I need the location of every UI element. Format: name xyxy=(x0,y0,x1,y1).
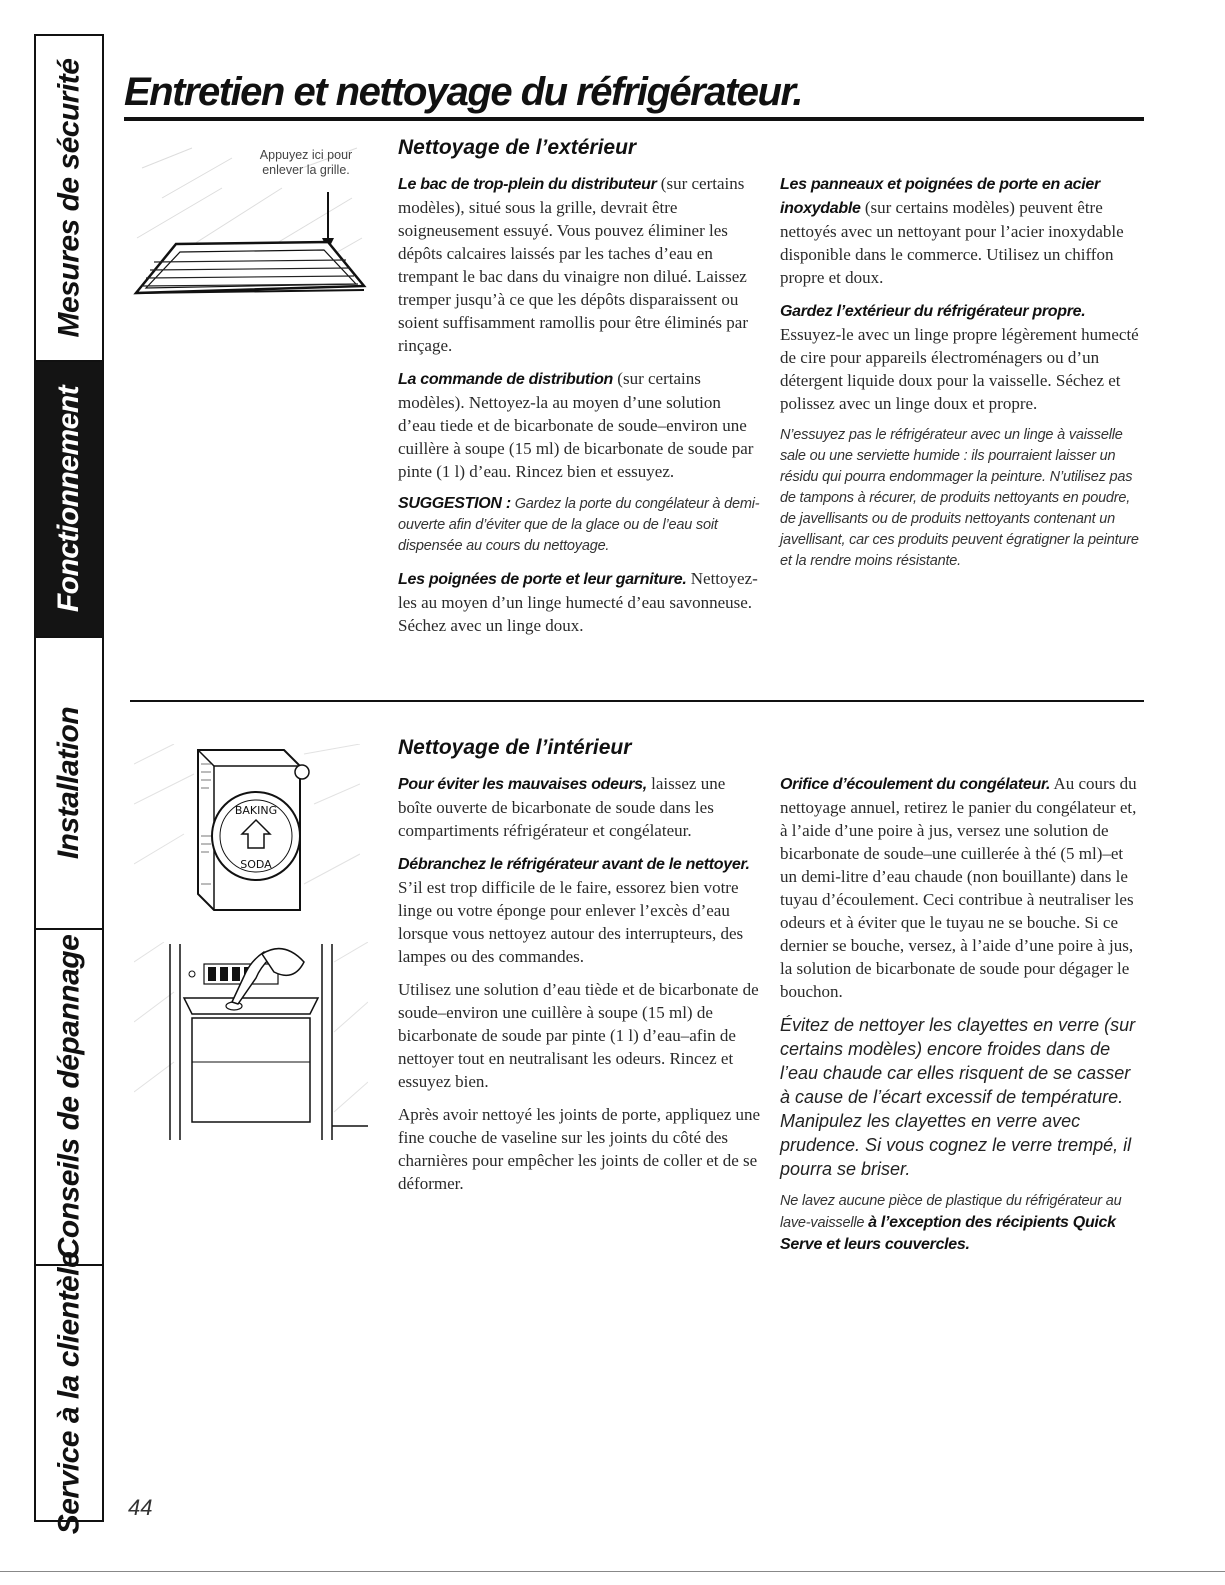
paragraph-glass-shelves-warning: Évitez de nettoyer les clayettes en verre (sur certains modèles) encore froides dans de l’eau chaude car elles risquent de se casser à cause de l’écart excessif de température. Manipulez les clayettes en verre avec prudence. Si vous cognez le verre trempé, il pourra se briser. xyxy=(780,1015,1136,1179)
paragraph-odors: Pour éviter les mauvaises odeurs, laissez une boîte ouverte de bicarbonate de soude dans les compartiments réfrigérateur et congélateur. xyxy=(398,774,726,840)
section-title-interior: Nettoyage de l’intérieur xyxy=(398,736,632,759)
tab-conseils-de-depannage[interactable] xyxy=(36,928,102,1264)
tab-label: Fonctionnement xyxy=(52,385,86,613)
paragraph-suggestion: SUGGESTION : Gardez la porte du congélateur à demi-ouverte afin d’éviter que de la glace ou de l’eau soit dispensée au cours du nettoyage. xyxy=(398,495,760,554)
title-divider xyxy=(124,117,1144,121)
illustration-caption: Appuyez ici pour enlever la grille. xyxy=(259,148,353,177)
box-label-top: BAKING xyxy=(234,804,278,817)
paragraph-caution-note: N’essuyez pas le réfrigérateur avec un linge à vaisselle sale ou une serviette humide : ils pourraient laisser un résidu qui pourra endommager la peinture. N’utilisez pas de tampons à récurer, de produits nettoyants en poudre, de javellisants ou de produits nettoyants contenant un javellisant, car ces produits peuvent égratigner la peinture et la rendre moins résistante. xyxy=(780,427,1139,569)
paragraph-stainless-steel: Les panneaux et poignées de porte en acier inoxydable (sur certains modèles) peuvent être nettoyés avec un nettoyant pour l’acier inoxydable disponible dans le commerce. Utilisez un chiffon propre et doux. xyxy=(780,176,1124,287)
section-tabs xyxy=(34,34,104,1535)
box-label-bottom: SODA xyxy=(240,858,272,871)
paragraph-unplug: Débranchez le réfrigérateur avant de le nettoyer. S’il est trop difficile de le faire, essorez bien votre linge ou votre éponge pour enlever l’excès d’eau lorsque vous nettoyez autour des interrupteurs, des lampes ou des commandes. xyxy=(398,856,750,966)
paragraph-dishwasher-note: Ne lavez aucune pièce de plastique du réfrigérateur au lave-vaisselle à l’exception des récipients Quick Serve et leurs couvercles. xyxy=(780,1193,1122,1253)
exterior-column-left xyxy=(398,172,762,647)
paragraph-door-handles: Les poignées de porte et leur garniture. Nettoyez-les au moyen d’un linge humecté d’eau savonneuse. Séchez avec un linge doux. xyxy=(398,569,758,635)
tab-label: Service à la clientèle xyxy=(52,1251,85,1535)
section-divider xyxy=(130,700,1144,702)
tab-label: Installation xyxy=(52,706,86,860)
page-number: 44 xyxy=(128,1495,153,1520)
page-title: Entretien et nettoyage du réfrigérateur. xyxy=(124,70,802,114)
tab-service-a-la-clientele[interactable] xyxy=(36,1251,102,1535)
bottom-edge-line xyxy=(0,1571,1225,1572)
freezer-drain-illustration xyxy=(134,942,368,1142)
interior-column-left xyxy=(398,772,762,1205)
paragraph-solution: Utilisez une solution d’eau tiède et de bicarbonate de soude–environ une cuillère à soupe (15 ml) de bicarbonate de soude par pinte (1 l) d’eau–afin de nettoyer tout en neutralisant les odeurs. Rincez et essuyez bien. xyxy=(398,980,759,1091)
paragraph-freezer-drain: Orifice d’écoulement du congélateur. Au cours du nettoyage annuel, retirez le panier du congélateur et, à l’aide d’une poire à jus, versez une solution de bicarbonate de soude–une cuillerée à thé (5 ml)–et un demi-litre d’eau chaude (non bouillante) dans le tuyau d’écoulement. Ceci contribue à neutraliser les odeurs et à éviter que le tuyau ne se bouche. Si ce dernier se bouche, versez, à l’aide d’une poire à jus, la solution de bicarbonate de soude pour dégager le bouchon. xyxy=(780,774,1137,1001)
tab-mesures-de-securite[interactable] xyxy=(36,34,102,360)
paragraph-keep-clean: Gardez l’extérieur du réfrigérateur propre. Essuyez-le avec un linge propre légèrement humecté de cire pour appareils électroménagers ou d’un détergent liquide doux pour la vaisselle. Séchez et polissez avec un linge doux et propre. xyxy=(780,303,1139,413)
paragraph-door-gaskets: Après avoir nettoyé les joints de porte, appliquez une fine couche de vaseline sur les joints du côté des charnières pour empêcher les joints de coller et de se déformer. xyxy=(398,1105,761,1193)
interior-column-right xyxy=(780,772,1142,1266)
baking-soda-box-illustration xyxy=(134,744,360,912)
tab-fonctionnement[interactable] xyxy=(36,360,102,636)
tab-label: Mesures de sécurité xyxy=(52,58,86,338)
exterior-column-right xyxy=(780,172,1142,582)
section-title-exterior: Nettoyage de l’extérieur xyxy=(398,136,637,159)
paragraph-drip-tray: Le bac de trop-plein du distributeur (sur certains modèles), situé sous la grille, devrait être soigneusement essuyé. Vous pouvez éliminer les dépôts calcaires laissés par les taches d’eau en trempant le bac dans du vinaigre non dilué. Laissez tremper jusqu’à ce que les dépôts disparaissent ou soient suffisamment ramollis pour être éliminés par rinçage. xyxy=(398,174,748,355)
tab-installation[interactable] xyxy=(36,636,102,928)
paragraph-dispenser-control: La commande de distribution (sur certains modèles). Nettoyez-la au moyen d’une solution d’eau tiede et de bicarbonate de soude–environ une cuillère à soupe (15 ml) de bicarbonate de soude par pinte (1 l) d’eau. Rincez bien et essuyez. xyxy=(398,369,754,481)
tab-label: Conseils de dépannage xyxy=(52,934,85,1260)
